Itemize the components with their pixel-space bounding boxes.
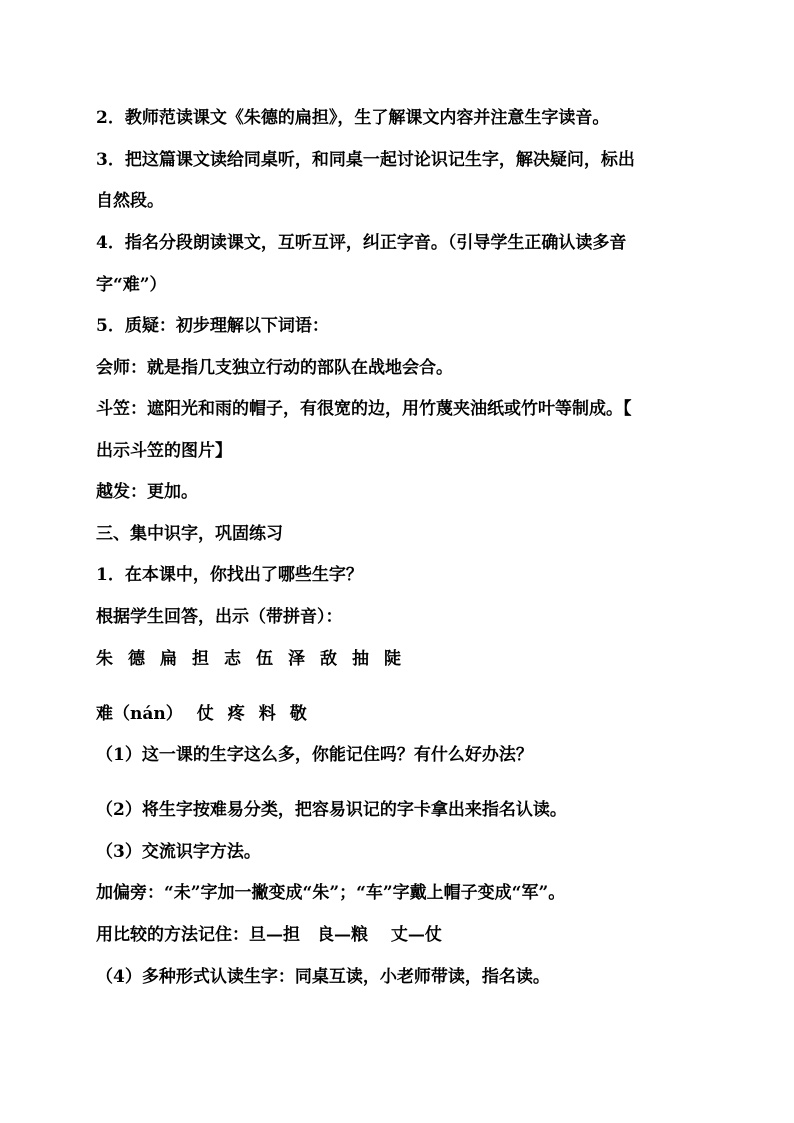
character-item: 扁: [160, 649, 177, 669]
paragraph-line: 用比较的方法记住：旦—担 良—粮 丈—仗: [96, 925, 442, 945]
character-item: 抽: [352, 649, 369, 669]
character-list-row-1: [96, 647, 706, 671]
paragraph-line: 3．把这篇课文读给同桌听，和同桌一起讨论识记生字，解决疑问，标出: [96, 150, 635, 170]
character-item: 志: [224, 649, 241, 669]
section-heading: 三、集中识字，巩固练习: [96, 524, 283, 544]
paragraph-line: 自然段。: [96, 191, 164, 211]
character-item: 疼: [227, 704, 245, 724]
character-item: 陡: [384, 649, 401, 669]
paragraph-line: 1．在本课中，你找出了哪些生字？: [96, 565, 363, 585]
character-item: 德: [128, 649, 145, 669]
paragraph-line: 2．教师范读课文《朱德的扁担》，生了解课文内容并注意生字读音。: [96, 108, 610, 128]
character-item: 敬: [289, 704, 307, 724]
paragraph-line: （1）这一课的生字这么多，你能记住吗？有什么好办法？: [96, 745, 533, 765]
paragraph-line: 出示斗笠的图片】: [96, 441, 232, 461]
paragraph-line: （2）将生字按难易分类，把容易识记的字卡拿出来指名认读。: [96, 800, 567, 820]
paragraph-line: 会师：就是指几支独立行动的部队在战地会合。: [96, 358, 453, 378]
character-item: 仗: [196, 704, 214, 724]
paragraph-line: （4）多种形式认读生字：同桌互读，小老师带读，指名读。: [96, 967, 550, 987]
character-item: 敌: [320, 649, 337, 669]
paragraph-line: 加偏旁：“未”字加一撇变成“朱”；“车”字戴上帽子变成“军”。: [96, 883, 566, 903]
paragraph-line: （3）交流识字方法。: [96, 842, 261, 862]
character-item: 泽: [288, 649, 305, 669]
paragraph-line: 4．指名分段朗读课文，互听互评，纠正字音。（引导学生正确认读多音: [96, 233, 627, 253]
character-item: 担: [192, 649, 209, 669]
character-item: 料: [258, 704, 276, 724]
paragraph-line: 斗笠：遮阳光和雨的帽子，有很宽的边，用竹蔑夹油纸或竹叶等制成。【: [96, 399, 632, 419]
character-item: 伍: [256, 649, 273, 669]
character-list-row-2: [96, 702, 706, 726]
paragraph-line: 越发：更加。: [96, 482, 198, 502]
character-item: 朱: [96, 649, 113, 669]
character-item: 难（nán）: [96, 704, 183, 724]
paragraph-line: 5．质疑：初步理解以下词语：: [96, 316, 329, 336]
paragraph-line: 字“难”）: [96, 275, 167, 295]
paragraph-line: 根据学生回答，出示（带拼音）：: [96, 607, 343, 627]
